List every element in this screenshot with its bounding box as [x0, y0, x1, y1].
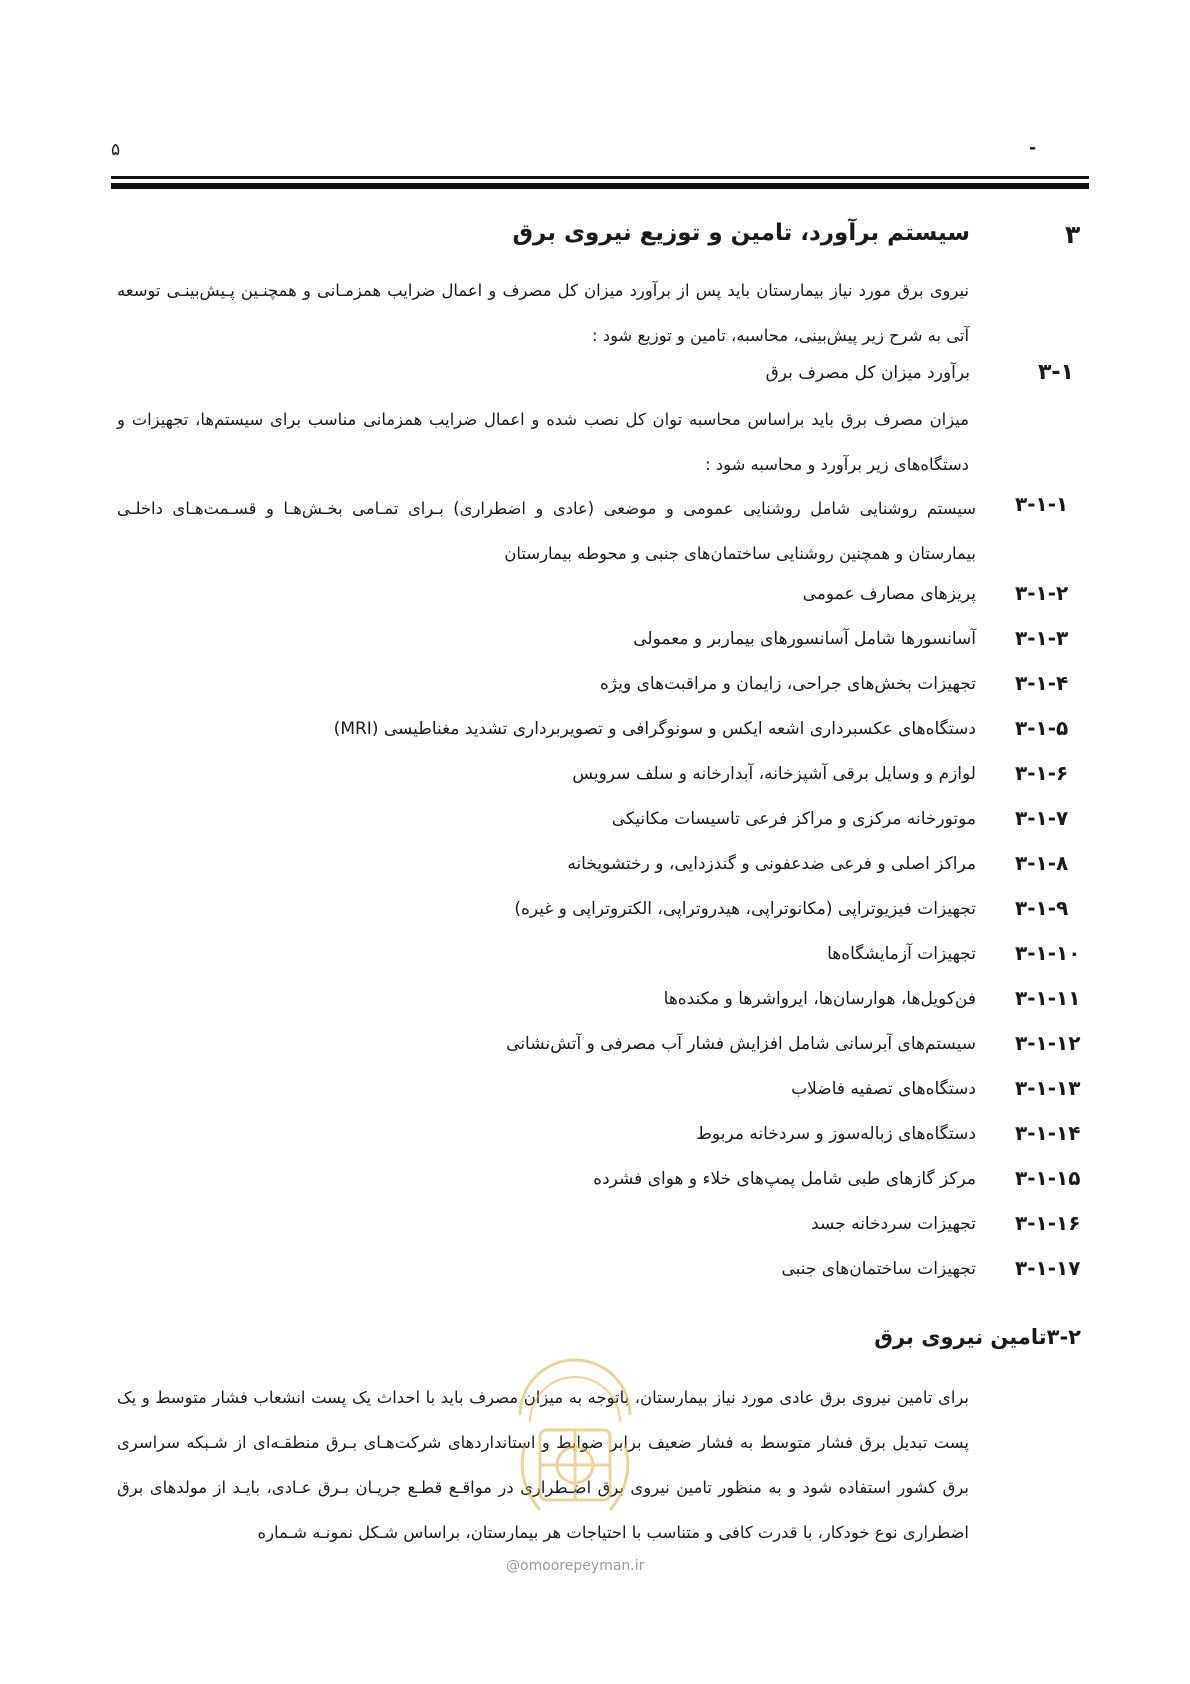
- item-text: دستگاه‌های زباله‌سوز و سردخانه مربوط: [696, 1124, 976, 1144]
- watermark-seal-icon: [500, 1330, 650, 1530]
- item-number: ۳-۱-۱۰: [1015, 941, 1081, 965]
- item-number: ۳-۱-۱۶: [1015, 1211, 1081, 1235]
- item-text: تجهیزات فیزیوتراپی (مکانوتراپی، هیدروتراپی، الکتروتراپی و غیره): [514, 899, 976, 919]
- item-text: دستگاه‌های تصفیه فاضلاب: [791, 1079, 976, 1099]
- subsection-title: برآورد میزان کل مصرف برق: [765, 363, 970, 383]
- item-text: تجهیزات آزمایشگاه‌ها: [827, 944, 976, 964]
- item-number: ۳-۱-۱۱: [1015, 986, 1081, 1010]
- item-number: ۳-۱-۱۴: [1015, 1121, 1081, 1145]
- subsection-2-text: برای تامین نیروی برق عادی مورد نیاز بیمارستان، باتوجه به میزان مصرف باید با احداث یک پست انشعاب فشار متوسط و یک پست تبدیل برق فشار متوسط به فشار ضعیف برابر ضوابط و استانداردهای شرکت‌هـای بـرق منطقـه‌ای از شـبکه سراسری برق کشور استفاده شود و به منظور تامین نیروی برق اضـطراری در مواقـع قطـع جریـان بـرق عـادی، بایـد از مولدهای برق اضطراری نوع خودکار، با قدرت کافی و متناسب با احتیاجات هر بیمارستان، براساس شـکل نمونـه شـماره: [117, 1388, 969, 1542]
- item-text: فن‌کویل‌ها، هوارسان‌ها، ایرواشرها و مکنده‌ها: [663, 989, 976, 1009]
- item-text: آسانسورها شامل آسانسورهای بیماربر و معمولی: [633, 629, 976, 649]
- subsection-2-heading: ۳-۲تامین نیروی برق: [874, 1325, 1081, 1349]
- item-number: ۳-۱-۱۷: [1015, 1256, 1081, 1280]
- header-mark: -: [1029, 138, 1037, 158]
- subsection-text: میزان مصرف برق باید براساس محاسبه توان کل نصب شده و اعمال ضرایب همزمانی مناسب برای سیستم‌ها، تجهیزات و دستگاه‌های زیر برآورد و محاسبه شود :: [117, 410, 969, 474]
- item-text: سیستم‌های آبرسانی شامل افزایش فشار آب مصرفی و آتش‌نشانی: [506, 1034, 976, 1054]
- item-number: ۳-۱-۲: [1015, 581, 1069, 605]
- item-text: لوازم و وسایل برقی آشپزخانه، آبدارخانه و سلف سرویس: [572, 764, 976, 784]
- item-number: ۳-۱-۶: [1015, 761, 1069, 785]
- watermark-site: @omoorepeyman.ir: [506, 1558, 645, 1574]
- item-number: ۳-۱-۸: [1015, 851, 1069, 875]
- item-number: ۳-۱-۴: [1015, 671, 1069, 695]
- item-number: ۳-۱-۳: [1015, 626, 1069, 650]
- item-number: ۳-۱-۱۳: [1015, 1076, 1081, 1100]
- item-number: ۳-۱-۱۵: [1015, 1166, 1081, 1190]
- item-text: دستگاه‌های عکسبرداری اشعه ایکس و سونوگرافی و تصویربرداری تشدید مغناطیسی (MRI): [333, 719, 976, 739]
- item-text: تجهیزات بخش‌های جراحی، زایمان و مراقبت‌های ویژه: [599, 674, 976, 694]
- item-number: ۳-۱-۱۲: [1015, 1031, 1081, 1055]
- section-intro: نیروی برق مورد نیاز بیمارستان باید پس از برآورد میزان کل مصرف و اعمال ضرایب همزمـانی و همچنـین پـیش‌بینـی توسعه آتی به شرح زیر پیش‌بینی، محاسبه، تامین و توزیع شود :: [117, 281, 969, 345]
- item-text: موتورخانه مرکزی و مراکز فرعی تاسیسات مکانیکی: [611, 809, 976, 829]
- item-number: ۳-۱-۱: [1015, 492, 1069, 516]
- item-text: تجهیزات ساختمان‌های جنبی: [781, 1259, 976, 1279]
- item-text: مراکز اصلی و فرعی ضدعفونی و گندزدایی، و رختشویخانه: [567, 854, 976, 874]
- item-number: ۳-۱-۷: [1015, 806, 1069, 830]
- item-text: سیستم روشنایی شامل روشنایی عمومی و موضعی (عادی و اضطراری) بـرای تمـامی بخـش‌هـا و قسـمت‌هـای داخلـی بیمارستان و همچنین روشنایی ساختمان‌های جنبی و محوطه بیمارستان: [117, 499, 976, 563]
- header-rule-thick: [111, 183, 1089, 189]
- item-number: ۳-۱-۵: [1015, 716, 1069, 740]
- page-number: ۵: [111, 140, 121, 160]
- item-text: پریزهای مصارف عمومی: [802, 584, 976, 604]
- section-number: ۳: [1065, 220, 1081, 249]
- subsection-number: ۳-۱: [1038, 360, 1074, 385]
- item-text: تجهیزات سردخانه جسد: [811, 1214, 976, 1234]
- item-text: مرکز گازهای طبی شامل پمپ‌های خلاء و هوای فشرده: [593, 1169, 976, 1189]
- header-rule-thin: [111, 176, 1089, 179]
- section-title: سیستم برآورد، تامین و توزیع نیروی برق: [512, 220, 970, 246]
- item-number: ۳-۱-۹: [1015, 896, 1069, 920]
